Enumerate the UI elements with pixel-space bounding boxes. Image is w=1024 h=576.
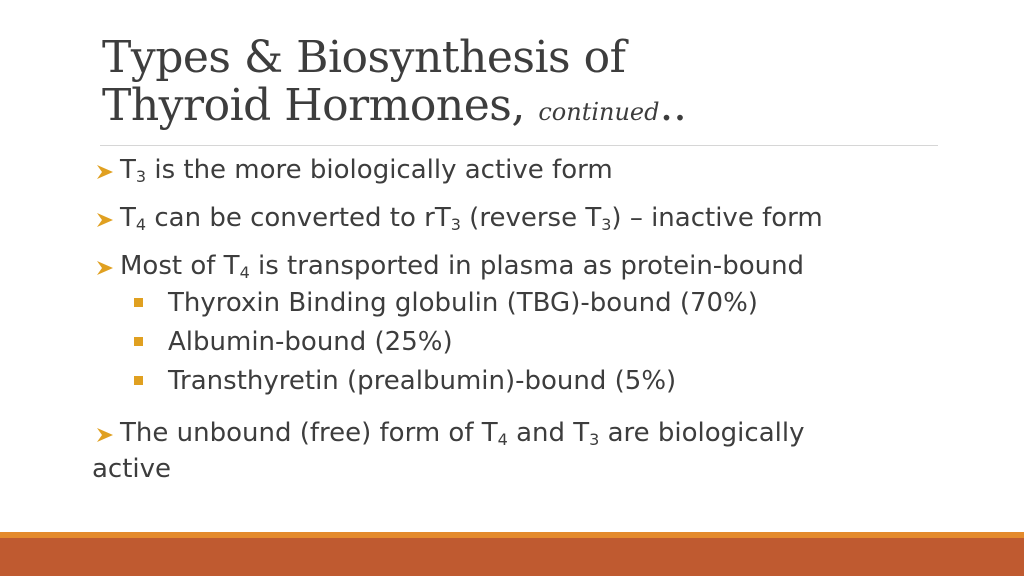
subscript: 3 (135, 167, 147, 186)
subscript: 3 (601, 215, 612, 234)
bullet-item-4 (92, 415, 852, 487)
square-bullet-icon (134, 298, 143, 307)
square-bullet-icon (134, 337, 143, 346)
slide-title (102, 34, 942, 136)
bullet-text: T (120, 203, 136, 233)
arrow-right-icon (96, 427, 114, 443)
title-line-1: Types & Biosynthesis of (102, 32, 626, 83)
subscript: 3 (450, 215, 461, 234)
title-dots: .. (659, 80, 687, 131)
sub-bullet-item-1 (92, 284, 952, 323)
bullet-item-3 (92, 248, 952, 284)
bullet-text: T (120, 155, 136, 185)
subscript: 4 (497, 430, 508, 449)
bullet-text: (reverse T (460, 203, 602, 233)
square-bullet-icon (134, 376, 143, 385)
bullet-text: is transported in plasma as protein-bound (249, 251, 805, 281)
footer-bar (0, 538, 1024, 576)
sub-bullet-text: Thyroxin Binding globulin (TBG)-bound (70%) (168, 288, 758, 318)
sub-bullet-item-3 (92, 362, 952, 401)
bullet-text: and T (507, 418, 590, 448)
bullet-item-1 (92, 152, 952, 188)
arrow-right-icon (96, 260, 114, 276)
bullet-item-2 (92, 200, 952, 236)
sub-bullet-text: Transthyretin (prealbumin)-bound (5%) (168, 366, 677, 396)
sub-bullet-text: Albumin-bound (25%) (168, 327, 453, 357)
title-divider (100, 145, 938, 146)
title-continued: continued (538, 98, 660, 126)
bullet-text: can be converted to rT (146, 203, 451, 233)
sub-bullet-item-2 (92, 323, 952, 362)
title-line-2-text: Thyroid Hormones, (102, 80, 525, 131)
bullet-list (92, 152, 952, 487)
bullet-text: Most of T (120, 251, 240, 281)
bullet-text: is the more biologically active form (146, 155, 613, 185)
bullet-text: are biologically active (92, 418, 805, 484)
bullet-text: The unbound (free) form of T (120, 418, 498, 448)
arrow-right-icon (96, 164, 114, 180)
sub-bullet-list (92, 284, 952, 401)
subscript: 4 (135, 215, 147, 234)
title-line-2 (102, 82, 942, 136)
bullet-text: ) – inactive form (611, 203, 823, 233)
arrow-right-icon (96, 212, 114, 228)
subscript: 3 (589, 430, 600, 449)
subscript: 4 (239, 263, 250, 282)
